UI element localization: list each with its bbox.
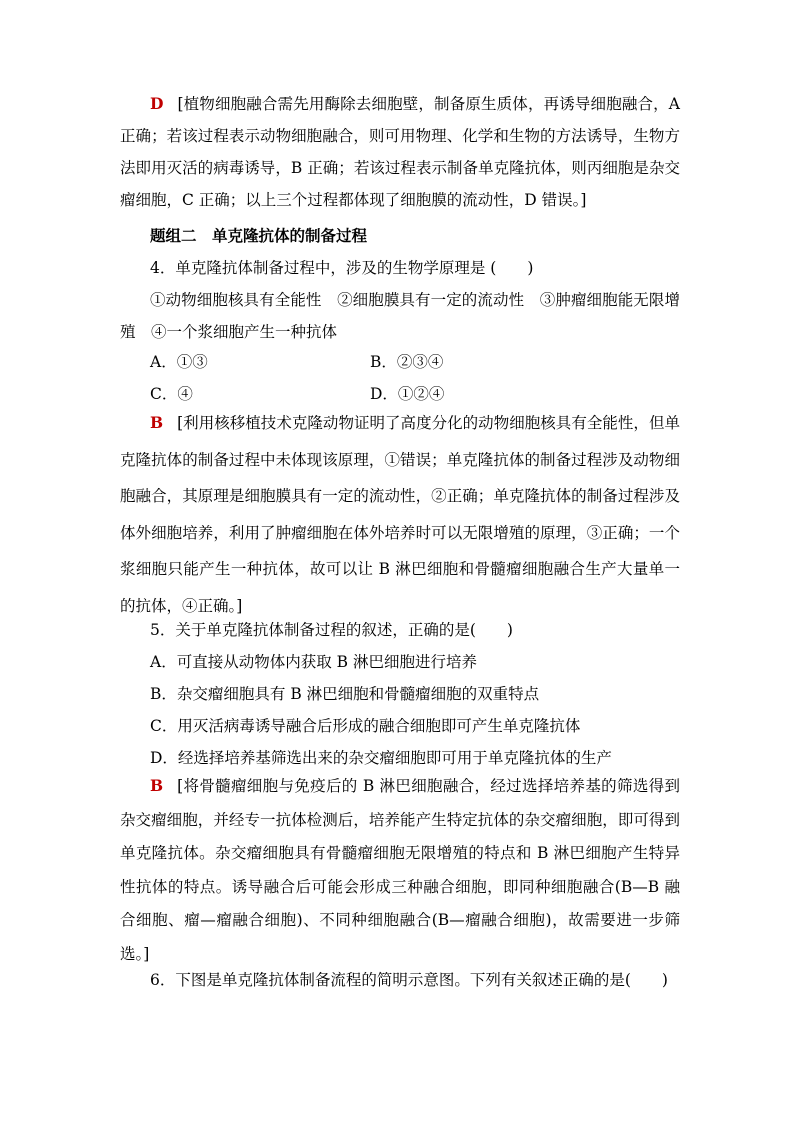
question-4-stem: 4．单克隆抗体制备过程中，涉及的生物学原理是 ( ) xyxy=(150,259,534,277)
question-5-stem: 5．关于单克隆抗体制备过程的叙述，正确的是( ) xyxy=(150,621,513,639)
question-4-option-b: B．②③④ xyxy=(370,353,444,371)
answer-letter: B xyxy=(150,413,164,432)
answer-explanation-q5 xyxy=(120,769,680,971)
question-4-option-c: C．④ xyxy=(150,385,193,403)
explanation-text: [植物细胞融合需先用酶除去细胞壁，制备原生质体，再诱导细胞融合，A 正确；若该过程表示动物细胞融合，则可用物理、化学和生物的方法诱导，生物方法即用灭活的病毒诱导，B 正确；若该过程表示制备单克隆抗体，则丙细胞是杂交瘤细胞，C 正确；以上三个过程都体现了细胞膜的流动性，D 错误。] xyxy=(120,95,680,209)
answer-letter: D xyxy=(150,94,164,113)
answer-explanation-q4 xyxy=(120,405,680,624)
question-5-option-b: B．杂交瘤细胞具有 B 淋巴细胞和骨髓瘤细胞的双重特点 xyxy=(150,685,540,703)
answer-letter: B xyxy=(150,776,164,795)
question-4-option-d: D．①②④ xyxy=(370,385,445,403)
question-4-statements: ①动物细胞核具有全能性 ②细胞膜具有一定的流动性 ③肿瘤细胞能无限增殖 ④一个浆细胞产生一种抗体 xyxy=(120,291,680,341)
question-5-option-c: C．用灭活病毒诱导融合后形成的融合细胞即可产生单克隆抗体 xyxy=(150,717,581,735)
question-5-option-d: D．经选择培养基筛选出来的杂交瘤细胞即可用于单克隆抗体的生产 xyxy=(150,749,612,767)
question-5-option-a: A．可直接从动物体内获取 B 淋巴细胞进行培养 xyxy=(150,653,477,671)
question-4-option-a: A．①③ xyxy=(150,353,208,371)
explanation-text: [利用核移植技术克隆动物证明了高度分化的动物细胞核具有全能性，但单克隆抗体的制备过程中未体现该原理，①错误；单克隆抗体的制备过程涉及动物细胞融合，其原理是细胞膜具有一定的流动性，②正确；单克隆抗体的制备过程涉及体外细胞培养，利用了肿瘤细胞在体外培养时可以无限增殖的原理，③正确；一个浆细胞只能产生一种抗体，故可以让 B 淋巴细胞和骨髓瘤细胞融合生产大量单一的抗体，④正确。] xyxy=(120,414,680,615)
explanation-text: [将骨髓瘤细胞与免疫后的 B 淋巴细胞融合，经过选择培养基的筛选得到杂交瘤细胞，并经专一抗体检测后，培养能产生特定抗体的杂交瘤细胞，即可得到单克隆抗体。杂交瘤细胞具有骨髓瘤细胞无限增殖的特点和 B 淋巴细胞产生特异性抗体的特点。诱导融合后可能会形成三种融合细胞，即同种细胞融合(B—B 融合细胞、瘤—瘤融合细胞)、不同种细胞融合(B—瘤融合细胞)，故需要进一步筛选。] xyxy=(120,777,680,963)
answer-explanation-q3 xyxy=(120,88,680,216)
section-heading-group2: 题组二 单克隆抗体的制备过程 xyxy=(150,226,368,245)
question-6-stem: 6．下图是单克隆抗体制备流程的简明示意图。下列有关叙述正确的是( ) xyxy=(150,971,668,989)
